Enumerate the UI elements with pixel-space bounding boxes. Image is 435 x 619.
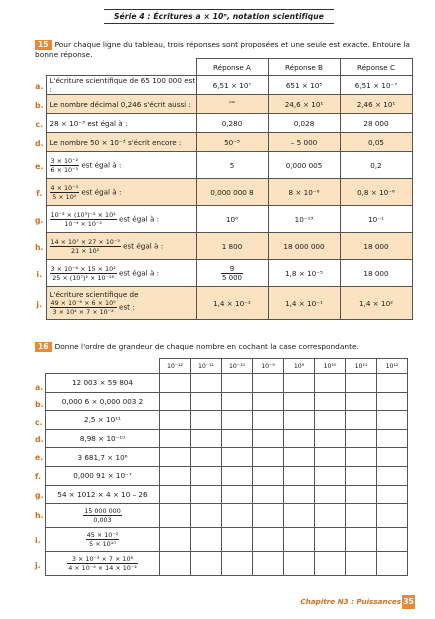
table-row: 0,000 6 × 0,000 003 2 (46, 392, 408, 411)
table-row: i. $\frac{\text{3 × 10⁻⁶ × 15 × 10²}}{\text{25 × (10⁷)² × 10⁻¹⁸}}$ est égal à : $\frac{9}{5 000}$ 1,8 × 10⁻⁵ 18 000 (33, 260, 412, 287)
table-header-row (33, 59, 412, 76)
answer-c[interactable]: 1,4 × 10² (340, 287, 412, 320)
check-cell[interactable] (191, 411, 222, 430)
check-cell[interactable] (315, 448, 346, 467)
check-cell[interactable] (191, 504, 222, 528)
table-row: j. L'écriture scientifique de $\frac{\text{49 × 10⁻⁶ × 6 × 10⁵}}{\text{3 × 10⁴ × 7 × 10⁻²}}$ est : 1,4 × 10⁻² 1,4 × 10⁻¹ 1,4 × 10² (33, 287, 412, 320)
check-cell[interactable] (222, 504, 253, 528)
answer-b[interactable]: 0,028 (268, 114, 340, 133)
check-cell[interactable] (346, 448, 377, 467)
table-row (46, 552, 408, 576)
exercise-16-number: 16 (35, 342, 52, 352)
answer-c[interactable]: 10⁻¹ (340, 206, 412, 233)
header-magnitude: 10⁻¹⁰ (222, 359, 253, 374)
check-cell[interactable] (191, 466, 222, 485)
check-cell[interactable] (315, 552, 346, 576)
answer-c[interactable]: 28 000 (340, 114, 412, 133)
check-cell[interactable] (191, 528, 222, 552)
check-cell[interactable] (191, 374, 222, 393)
table-row: 0,000 91 × 10⁻⁷ (46, 466, 408, 485)
check-cell[interactable] (160, 504, 191, 528)
header-answer-c: Réponse C (340, 59, 412, 76)
answer-a[interactable]: 10⁶ (196, 206, 268, 233)
check-cell[interactable] (346, 374, 377, 393)
fraction: $\frac{\text{49 × 10⁻⁶ × 6 × 10⁵}}{\text{3 × 10⁴ × 7 × 10⁻²}}$ (50, 299, 116, 316)
page-number: 35 (402, 595, 415, 609)
check-cell[interactable] (160, 448, 191, 467)
check-cell[interactable] (191, 392, 222, 411)
answer-b[interactable]: 8 × 10⁻⁶ (268, 179, 340, 206)
header-magnitude: 10⁻¹¹ (191, 359, 222, 374)
check-cell[interactable] (253, 528, 284, 552)
check-cell[interactable] (222, 411, 253, 430)
header-magnitude: 10¹⁰ (315, 359, 346, 374)
check-cell[interactable] (160, 528, 191, 552)
table-row: 3 681,7 × 10⁶ (46, 448, 408, 467)
answer-a[interactable]: 50⁻³ (196, 133, 268, 152)
fraction: $\frac{\text{14 × 10⁷ × 27 × 10⁻³}}{\text{21 × 10²}}$ (50, 237, 120, 255)
answer-c[interactable]: 2,46 × 10¹ (340, 95, 412, 114)
table-row: 8,98 × 10⁻¹⁰ (46, 429, 408, 448)
answer-b[interactable]: – 5 000 (268, 133, 340, 152)
check-cell[interactable] (284, 504, 315, 528)
check-cell[interactable] (253, 552, 284, 576)
check-cell[interactable] (222, 429, 253, 448)
check-cell[interactable] (377, 528, 408, 552)
check-cell[interactable] (222, 552, 253, 576)
fraction: $\frac{15 000 000}{0,003}$ (84, 507, 121, 525)
answer-b[interactable]: 651 × 10⁵ (268, 76, 340, 95)
table-row: 54 × 1012 × 4 × 10 – 26 (46, 485, 408, 504)
check-cell[interactable] (253, 374, 284, 393)
check-cell[interactable] (377, 411, 408, 430)
exercise-16-text: Donne l'ordre de grandeur de chaque nombre en cochant la case correspondante. (54, 342, 359, 351)
table-row: c. 28 × 10⁻³ est égal à : 0,280 0,028 28 000 (33, 114, 412, 133)
check-cell[interactable] (346, 552, 377, 576)
exercise-15-text: Pour chaque ligne du tableau, trois réponses sont proposées et une seule est exacte. Entoure la bonne réponse. (35, 40, 410, 59)
check-cell[interactable] (284, 392, 315, 411)
answer-a[interactable] (196, 260, 268, 287)
check-cell[interactable] (346, 429, 377, 448)
check-cell[interactable] (191, 552, 222, 576)
answer-c[interactable]: 18 000 (340, 233, 412, 260)
table-row: b. Le nombre décimal 0,246 s'écrit aussi : ²⁴⁶ 24,6 × 10¹ 2,46 × 10¹ (33, 95, 412, 114)
answer-c[interactable]: 0,2 (340, 152, 412, 179)
table-row: 2,5 × 10¹¹ (46, 411, 408, 430)
check-cell[interactable] (315, 392, 346, 411)
table-row: a. L'écriture scientifique de 65 100 000 est : 6,51 × 10⁷ 651 × 10⁵ 6,51 × 10⁻⁷ (33, 76, 412, 95)
header-magnitude: 10⁻⁹ (253, 359, 284, 374)
check-cell[interactable] (253, 504, 284, 528)
check-cell[interactable] (160, 392, 191, 411)
chapter-title: Chapitre N3 : Puissances (300, 597, 401, 606)
header-magnitude: 10⁻¹² (160, 359, 191, 374)
check-cell[interactable] (346, 504, 377, 528)
answer-a[interactable]: 0,000 000 8 (196, 179, 268, 206)
check-cell[interactable] (160, 485, 191, 504)
check-cell[interactable] (222, 466, 253, 485)
check-cell[interactable] (315, 504, 346, 528)
answer-c[interactable]: 0,8 × 10⁻⁶ (340, 179, 412, 206)
check-cell[interactable] (377, 392, 408, 411)
check-cell[interactable] (377, 429, 408, 448)
exercise-15-number: 15 (35, 40, 52, 50)
check-cell[interactable] (191, 429, 222, 448)
check-cell[interactable] (315, 528, 346, 552)
answer-a[interactable]: 6,51 × 10⁷ (196, 76, 268, 95)
check-cell[interactable] (284, 485, 315, 504)
check-cell[interactable] (346, 528, 377, 552)
check-cell[interactable] (222, 528, 253, 552)
table-row: d. Le nombre 50 × 10⁻³ s'écrit encore : 50⁻³ – 5 000 0,05 (33, 133, 412, 152)
check-cell[interactable] (284, 448, 315, 467)
check-cell[interactable] (284, 528, 315, 552)
check-cell[interactable] (191, 448, 222, 467)
table-row: h. $\frac{\text{14 × 10⁷ × 27 × 10⁻³}}{\text{21 × 10²}}$ est égal à : 1 800 18 000 000 18 000 (33, 233, 412, 260)
exercise-15-instruction (35, 40, 415, 60)
fraction: $\frac{\text{10⁻³ × (10³)⁻² × 10²}}{\text{10⁻⁴ × 10⁻²}}$ (50, 210, 116, 228)
header-answer-b: Réponse B (268, 59, 340, 76)
check-cell[interactable] (284, 552, 315, 576)
check-cell[interactable] (160, 466, 191, 485)
check-cell[interactable] (315, 485, 346, 504)
check-cell[interactable] (315, 374, 346, 393)
check-cell[interactable] (222, 374, 253, 393)
check-cell[interactable] (253, 466, 284, 485)
check-cell[interactable] (346, 411, 377, 430)
table-row (46, 504, 408, 528)
page-footer (0, 595, 435, 609)
answer-a[interactable]: 1 800 (196, 233, 268, 260)
check-cell[interactable] (284, 429, 315, 448)
check-cell[interactable] (253, 429, 284, 448)
check-cell[interactable] (191, 485, 222, 504)
answer-c[interactable]: 6,51 × 10⁻⁷ (340, 76, 412, 95)
check-cell[interactable] (346, 392, 377, 411)
check-cell[interactable] (284, 466, 315, 485)
fraction: $\frac{9}{5 000}$ (221, 264, 243, 282)
check-cell[interactable] (253, 485, 284, 504)
answer-b[interactable]: 1,8 × 10⁻⁵ (268, 260, 340, 287)
check-cell[interactable] (315, 429, 346, 448)
check-cell[interactable] (160, 429, 191, 448)
table-row: 12 003 × 59 804 (46, 374, 408, 393)
check-cell[interactable] (315, 466, 346, 485)
check-cell[interactable] (160, 411, 191, 430)
answer-b[interactable]: 24,6 × 10¹ (268, 95, 340, 114)
check-cell[interactable] (377, 552, 408, 576)
check-cell[interactable] (284, 374, 315, 393)
fraction: $\frac{\text{3 × 10⁻⁶ × 15 × 10²}}{\text{25 × (10⁷)² × 10⁻¹⁸}}$ (50, 264, 116, 282)
check-cell[interactable] (346, 485, 377, 504)
answer-b[interactable]: 1,4 × 10⁻¹ (268, 287, 340, 320)
check-cell[interactable] (346, 466, 377, 485)
table-header-row (46, 359, 408, 374)
check-cell[interactable] (315, 411, 346, 430)
check-cell[interactable] (222, 485, 253, 504)
check-cell[interactable] (284, 411, 315, 430)
check-cell[interactable] (253, 448, 284, 467)
header-magnitude: 10¹² (377, 359, 408, 374)
check-cell[interactable] (253, 392, 284, 411)
exercise-16-instruction (35, 342, 415, 352)
table-row: g. $\frac{\text{10⁻³ × (10³)⁻² × 10²}}{\text{10⁻⁴ × 10⁻²}}$ est égal à : 10⁶ 10⁻¹³ 10⁻¹ (33, 206, 412, 233)
check-cell[interactable] (222, 448, 253, 467)
table-row: e. $\frac{\text{3 × 10⁻²}}{\text{6 × 10⁻³}}$ est égal à : 5 0,000 005 0,2 (33, 152, 412, 179)
exercise-16-table (45, 358, 408, 576)
check-cell[interactable] (377, 504, 408, 528)
check-cell[interactable] (160, 552, 191, 576)
fraction: $\frac{\text{4 × 10⁻³}}{\text{5 × 10²}}$ (50, 183, 79, 201)
answer-a[interactable]: ²⁴⁶ (196, 95, 268, 114)
fraction: $\frac{\text{3 × 10⁻²}}{\text{6 × 10⁻³}}$ (50, 156, 79, 174)
check-cell[interactable] (377, 374, 408, 393)
header-magnitude: 10¹¹ (346, 359, 377, 374)
check-cell[interactable] (377, 448, 408, 467)
check-cell[interactable] (222, 392, 253, 411)
check-cell[interactable] (377, 466, 408, 485)
answer-c[interactable]: 18 000 (340, 260, 412, 287)
fraction: $\frac{\text{3 × 10⁻³ × 7 × 10⁸}}{\text{4 × 10⁻⁴ × 14 × 10⁻²}}$ (68, 555, 137, 573)
fraction: $\frac{\text{45 × 10⁻²}}{\text{5 × 10¹⁰}}$ (86, 531, 119, 549)
check-cell[interactable] (253, 411, 284, 430)
table-row (46, 528, 408, 552)
header-answer-a: Réponse A (196, 59, 268, 76)
header-magnitude: 10⁹ (284, 359, 315, 374)
answer-b[interactable]: 0,000 005 (268, 152, 340, 179)
answer-a[interactable]: 1,4 × 10⁻² (196, 287, 268, 320)
table-row: f. $\frac{\text{4 × 10⁻³}}{\text{5 × 10²}}$ est égal à : 0,000 000 8 8 × 10⁻⁶ 0,8 × 10⁻⁶ (33, 179, 412, 206)
check-cell[interactable] (160, 374, 191, 393)
answer-b[interactable]: 10⁻¹³ (268, 206, 340, 233)
answer-c[interactable]: 0,05 (340, 133, 412, 152)
series-title: Série 4 : Écritures a × 10ⁿ, notation scientifique (104, 9, 334, 24)
answer-b[interactable]: 18 000 000 (268, 233, 340, 260)
answer-a[interactable]: 0,280 (196, 114, 268, 133)
exercise-15-table (33, 58, 413, 320)
answer-a[interactable]: 5 (196, 152, 268, 179)
check-cell[interactable] (377, 485, 408, 504)
